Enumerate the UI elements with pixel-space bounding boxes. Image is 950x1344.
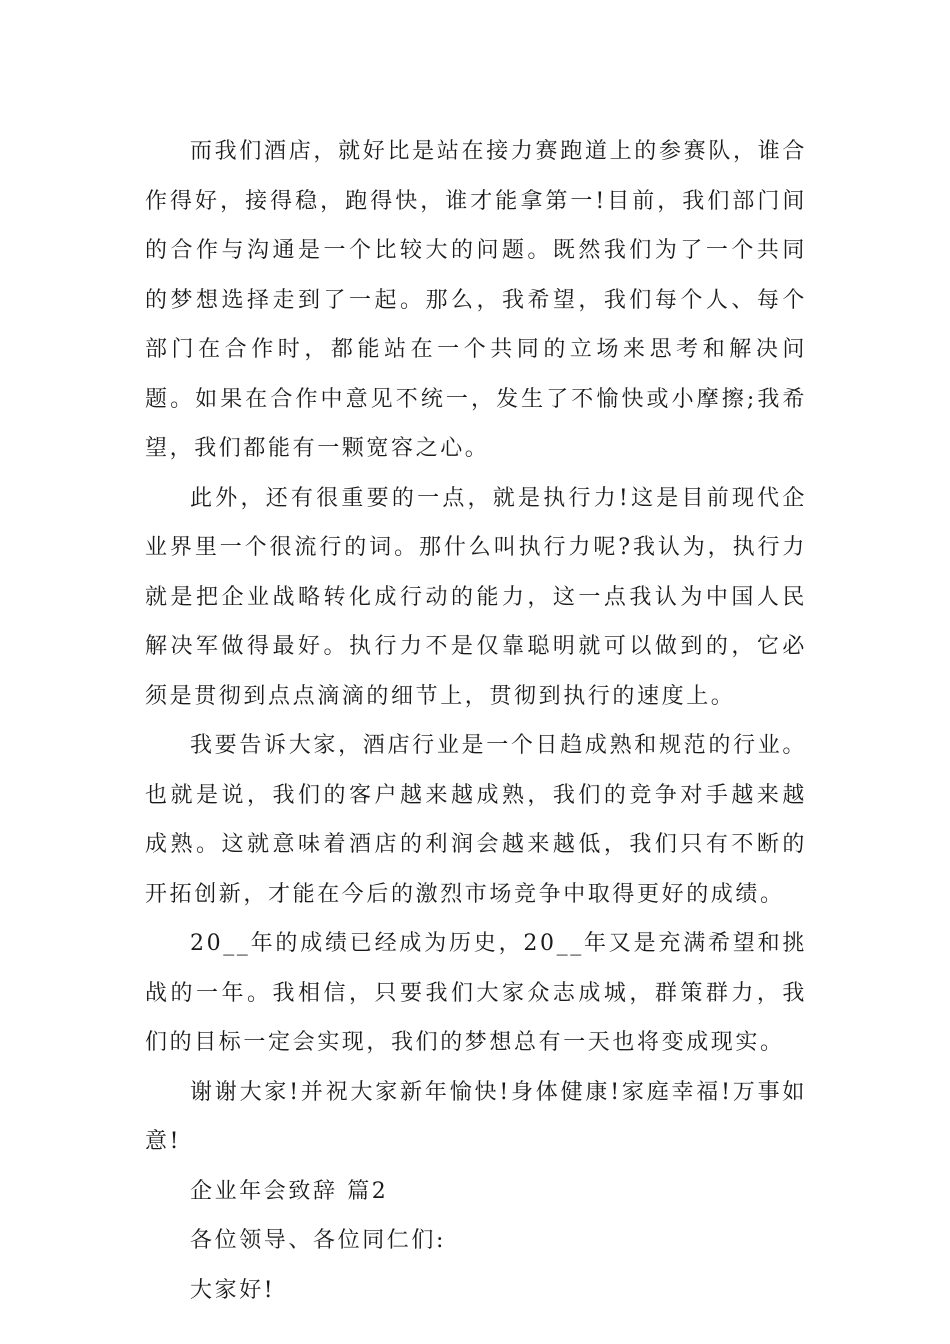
- paragraph-history: 20__年的成绩已经成为历史，20__年又是充满希望和挑战的一年。我相信，只要我们大家众志成城，群策群力，我们的目标一定会实现，我们的梦想总有一天也将变成现实。: [145, 931, 807, 1055]
- paragraph-industry: 我要告诉大家，酒店行业是一个日趋成熟和规范的行业。也就是说，我们的客户越来越成熟，我们的竞争对手越来越成熟。这就意味着酒店的利润会越来越低，我们只有不断的开拓创新，才能在今后的激烈市场竞争中取得更好的成绩。: [145, 733, 807, 907]
- paragraph-relay-team: 而我们酒店，就好比是站在接力赛跑道上的参赛队，谁合作得好，接得稳，跑得快，谁才能拿第一!目前，我们部门间的合作与沟通是一个比较大的问题。既然我们为了一个共同的梦想选择走到了一起。那么，我希望，我们每个人、每个部门在合作时，都能站在一个共同的立场来思考和解决问题。如果在合作中意见不统一，发生了不愉快或小摩擦;我希望，我们都能有一颗宽容之心。: [145, 139, 807, 461]
- section-title: 企业年会致辞 篇2: [190, 1178, 389, 1204]
- paragraph-thanks: 谢谢大家!并祝大家新年愉快!身体健康!家庭幸福!万事如意!: [145, 1079, 807, 1154]
- document-body: [145, 127, 807, 1315]
- greeting: 大家好!: [190, 1277, 276, 1303]
- salutation: 各位领导、各位同仁们:: [190, 1228, 447, 1253]
- paragraph-execution: 此外，还有很重要的一点，就是执行力!这是目前现代企业界里一个很流行的词。那什么叫执行力呢?我认为，执行力就是把企业战略转化成行动的能力，这一点我认为中国人民解决军做得最好。执行力不是仅靠聪明就可以做到的，它必须是贯彻到点点滴滴的细节上，贯彻到执行的速度上。: [145, 485, 807, 709]
